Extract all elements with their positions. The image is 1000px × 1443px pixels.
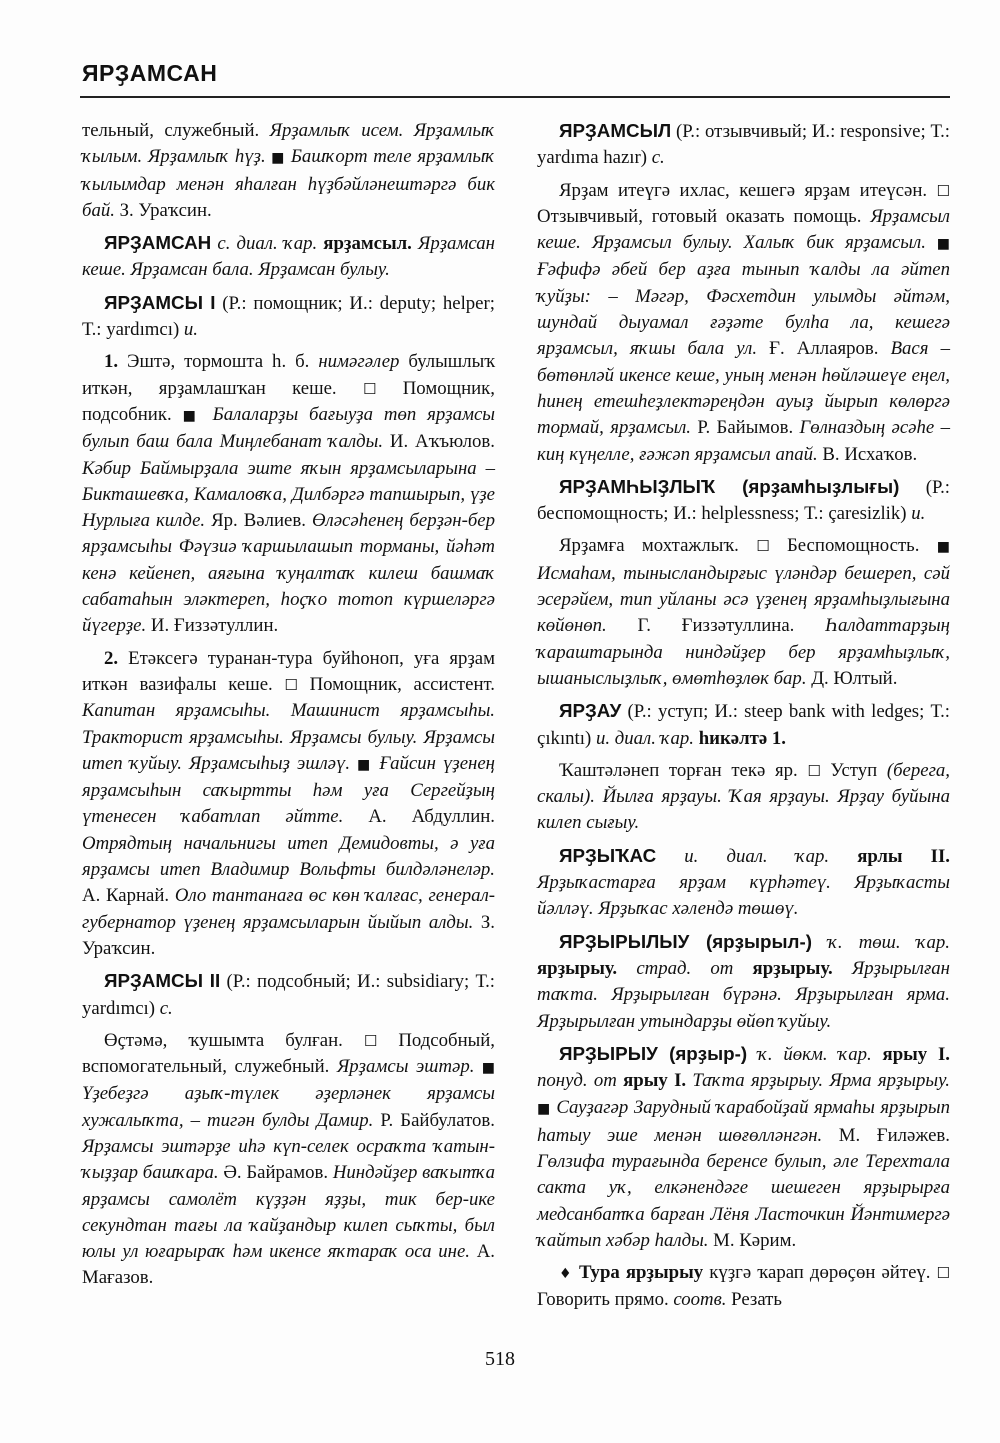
entry-yarzamsyl-body: Ярҙам итеүгә ихлас, кешегә ярҙам итеүсән. ☐ Отзывчивый, готовый оказать помощь. Ярҙамсыл кеше. Ярҙамсыл булыу. Халыҡ бик ярҙамсыл. ■ Ғәфифә әбей бер аҙға тынып ҡалды ла әйтеп ҡуйҙы: – Мәгәр, Фәсхетдин улымды әйтәм, шундай дыуамал ғәҙәте булһа ла, кешегә ярҙамсыл, яҡшы бала ул. Ғ. Аллаяров. Вася – бөтөнләй икенсе кеше, уның менән һөйләшеүе еңел, һинең етешһеҙлектәреңдән ауыҙ йырып көлөргә тормай, ярҙамсыл. Р. Байымов. Гөлназдың әсәһе – киң күңелле, ғәжәп ярҙамсыл апай. В. Исхаҡов. (537, 179, 950, 465)
headword: ЯРҘЫРЫЛЫУ (ярҙырыл-) (559, 930, 812, 952)
entry-yarzyrylyu: ЯРҘЫРЫЛЫУ (ярҙырыл-) ҡ. төш. ҡар. ярҙырыу. страд. от ярҙырыу. Ярҙырылған таҡта. Ярҙырылған бүрәнә. Ярҙырылған ярма. Ярҙырылған утындарҙы өйөп ҡуйыу. (537, 930, 950, 1032)
entry-yarzamsy-2: ЯРҘАМСЫ II (Р.: подсобный; И.: subsidiary; Т.: yardımcı) с. (82, 970, 495, 1019)
entry-yarzau-body: Ҡаштәләнеп торған текә яр. ☐ Уступ (берега, скалы). Йылға ярҙауы. Ҡая ярҙауы. Ярҙау буйына килеп сығыу. (537, 759, 951, 834)
translation-box-icon: ☐ (936, 181, 950, 200)
example-marker-icon: ■ (474, 1060, 496, 1077)
headword: ЯРҘАМСЫЛ (559, 120, 672, 141)
entry-yarzamsy-1: ЯРҘАМСЫ I (Р.: помощник; И.: deputy; helper; Т.: yardımcı) и. (82, 291, 495, 341)
running-head: ЯРҘАМСАН (82, 60, 218, 86)
example-marker-icon: ■ (925, 236, 950, 253)
entry-yarzamsy-2-body: Өҫтәмә, ҡушымта булған. ☐ Подсобный, вспомогательный, служебный. Ярҙамсы эштәр. ■ Үҙебеҙгә аҙыҡ-түлек әҙерләнек ярҙамсы хужалыҡта, – тигән булды Дамир. Р. Байбулатов. Ярҙамсы эштәрҙе иһә күп-селек осраҡта ҡатын-ҡыҙҙар башҡара. Ә. Байрамов. Ниндәйҙер ваҡытҡа ярҙамсы самолёт күҙҙән яҙҙы, тик бер-ике секундтан тағы ла ҡайҙандыр килеп сыҡты, был юлы ул юғарыраҡ һәм икенсе яҡтараҡ оса ине. А. Мағазов. (82, 1029, 496, 1289)
right-column (537, 118, 950, 1320)
headword: ЯРҘЫРЫУ (ярҙыр-) (559, 1042, 748, 1064)
entry-yarzamhyzlyk: ЯРҘАМҺЫҘЛЫҠ (ярҙамһыҙлығы) (Р.: беспомощность; И.: helplessness; Т.: çaresizlik) и. (537, 475, 950, 525)
page-number: 518 (485, 1348, 515, 1370)
entry-yarzykas: ЯРҘЫҠАС и. диал. ҡар. ярлы II. Ярҙыҡастарға ярҙам күрһәтеү. Ярҙыҡасты йәлләү. Ярҙыҡас хәлендә төшөү. (537, 844, 950, 920)
headword: ЯРҘАМСЫ II (104, 970, 221, 992)
left-column (82, 118, 495, 1298)
entry-yarzau: ЯРҘАУ (Р.: уступ; И.: steep bank with ledges; Т.: çıkıntı) и. диал. ҡар. һикәлтә 1. (537, 700, 950, 749)
translation-box-icon: ☐ (362, 379, 377, 398)
entry-yarzamhyzlyk-body: Ярҙамға мохтажлыҡ. ☐ Беспомощность. ■ Исмаһам, тынысландырғыс үләндәр бешереп, сәй эсерәйем, тип уйланы әсә үҙенең ярҙамһыҙлығына көйөнөп. Г. Ғиззәтуллина. Һалдаттарҙың ҡараштарында ниндәйҙер бер ярҙамһыҙлыҡ, ышаныслыҙлыҡ, өмөтһөҙлөк бар. Д. Юлтый. (537, 535, 950, 689)
sense-2: 2. Етәксегә туранан-тура буйһоноп, уға ярҙам иткән вазифалы кеше. ☐ Помощник, ассистент. Капитан ярҙамсыһы. Машинист ярҙамсыһы. Тракторист ярҙамсыһы. Ярҙамсы булыу. Ярҙамсы итеп ҡуйыу. Ярҙамсыһыҙ эшләү. ■ Ғайсин үҙенең ярҙамсыһын саҡыртты һәм уға Сергейҙың үтенесен ҡабатлап әйтте. А. Абдуллин. Отрядтың начальнигы итеп Демидовты, ә уға ярҙамсы итеп Владимир Вольфты билдәләнеләр. А. Карнай. Оло тантанаға өс көн ҡалғас, генерал-губернатор үҙенең ярҙамсыларын йыйып алды. З. Ураҡсин. (82, 647, 496, 959)
header-rule (80, 96, 950, 98)
headword: ЯРҘАМСЫ I (104, 291, 216, 313)
headword: ЯРҘАМСАН (104, 232, 212, 254)
example-marker-icon: ■ (182, 407, 213, 424)
idiom-diamond-icon: ♦ (559, 1266, 573, 1283)
example-marker-icon: ■ (350, 756, 380, 773)
translation-box-icon: ☐ (936, 1264, 950, 1283)
entry-continuation: тельный, служебный. Ярҙамлыҡ исем. Ярҙамлыҡ ҡылым. Ярҙамлыҡ һүҙ. ■ Башҡорт теле ярҙамлыҡ ҡылымдар менән яһалған һүҙбәйләнештәргә бик бай. З. Ураҡсин. (82, 120, 495, 221)
translation-box-icon: ☐ (756, 537, 770, 556)
sense-1: 1. Эштә, тормошта һ. б. нимәгәлер булышлыҡ иткән, ярҙамлашҡан кеше. ☐ Помощник, подсобник. ■ Балаларҙы бағыуҙа төп ярҙамсы булып баш бала Миңлебанат ҡалды. И. Аҡъюлов. Кәбир Баймырҙала эште яҡын ярҙамсыларына – Бикташевҡа, Камаловҡа, Дилбәргә тапшырып, үҙе Нурлыға килде. Яр. Вәлиев. Өләсәһенең берҙән-бер ярҙамсыһы Фәүзиә ҡаршылашып торманы, йәһәт кенә кейенеп, аяғына ҡуңалтаҡ килеш башмаҡ сабатаһын эләктереп, һоҫҡо тотоп күршеләргә йүгерҙе. И. Ғиззәтуллин. (82, 351, 496, 637)
headword: ЯРҘАУ (559, 700, 622, 722)
entry-yarzyryu: ЯРҘЫРЫУ (ярҙыр-) ҡ. йөкм. ҡар. ярыу I. понуд. от ярыу I. Таҡта ярҙырыу. Ярма ярҙырыу. ■ Сауҙагәр Зарудный ҡарабойҙай ярмаһы ярҙырып һатыу эше менән шөғөлләнгән. М. Ғиләжев. Гөлзифа турағында беренсе булып, әле Терехтала сакта уҡ, елкәнендәге шешеген ярҙырырға медсанбатҡа барған Лёня Ласточкин Йәнтимергә ҡайтып хәбәр һалды. М. Кәрим. (537, 1042, 950, 1251)
entry-yarzamsyl: ЯРҘАМСЫЛ (Р.: отзывчивый; И.: responsive; Т.: yardıma hazır) с. (537, 120, 950, 169)
idiom-tura-yarzyryu: ♦ Тура ярҙырыу күҙгә ҡарап дөрөҫөн әйтеү. ☐ Говорить прямо. соотв. Резать (537, 1262, 950, 1311)
example-marker-icon: ■ (936, 539, 950, 556)
headword: ЯРҘЫҠАС (559, 844, 657, 866)
example-marker-icon: ■ (265, 150, 291, 167)
translation-box-icon: ☐ (363, 1031, 378, 1050)
headword: ЯРҘАМҺЫҘЛЫҠ (ярҙамһыҙлығы) (559, 475, 900, 497)
translation-box-icon: ☐ (284, 675, 298, 694)
translation-box-icon: ☐ (807, 761, 821, 780)
entry-yarzamsan: ЯРҘАМСАН с. диал. ҡар. ярҙамсыл. Ярҙамсан кеше. Ярҙамсан бала. Ярҙамсан булыу. (82, 232, 495, 281)
example-marker-icon: ■ (537, 1101, 557, 1118)
